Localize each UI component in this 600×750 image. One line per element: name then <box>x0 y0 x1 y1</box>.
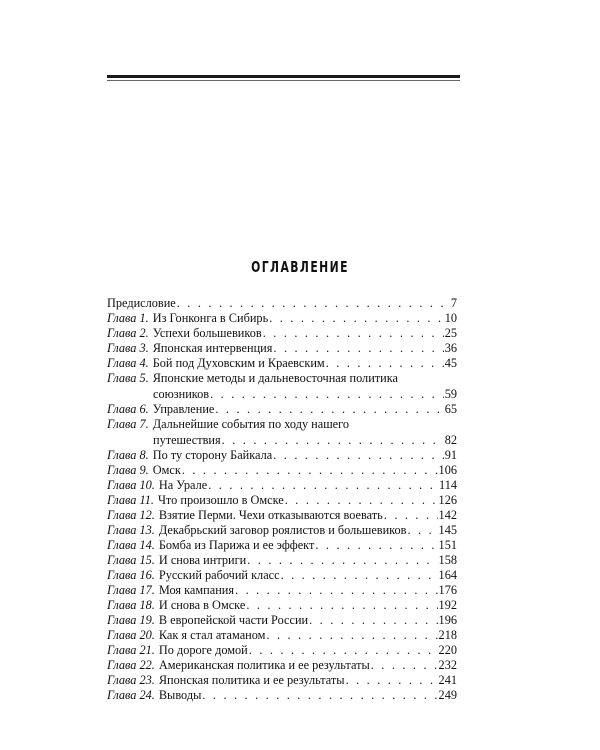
dot-leader <box>309 613 437 628</box>
chapter-title: Декабрьский заговор роялистов и большевиков <box>158 523 407 537</box>
dot-leader <box>285 493 438 508</box>
toc-entry[interactable] <box>107 583 457 598</box>
chapter-number: Глава 5. <box>107 371 149 385</box>
chapter-title: Управление <box>152 402 215 416</box>
page-number: 192 <box>438 598 457 612</box>
page-number: 7 <box>450 296 457 310</box>
toc-entry-line <box>107 553 457 568</box>
toc-entry[interactable] <box>107 613 457 628</box>
page-number: 45 <box>444 356 457 370</box>
chapter-number: Глава 21. <box>107 643 155 657</box>
toc-entry-line <box>107 417 457 433</box>
chapter-title: Японская политика и ее результаты <box>158 673 345 687</box>
toc-entry-line <box>107 568 457 583</box>
toc-entry-line <box>107 402 457 417</box>
dot-leader <box>407 523 437 538</box>
toc-entry[interactable] <box>107 658 457 673</box>
toc-entry-line <box>107 371 457 387</box>
toc-entry-line <box>107 628 457 643</box>
chapter-number: Глава 16. <box>107 568 155 582</box>
dot-leader <box>202 688 437 703</box>
page-number: 176 <box>438 583 457 597</box>
page-number: 196 <box>438 613 457 627</box>
toc-entry[interactable] <box>107 523 457 538</box>
toc-entry-line <box>107 493 457 508</box>
toc-entry-line <box>107 463 457 478</box>
page-number: 142 <box>438 508 457 522</box>
page-number: 249 <box>438 688 457 702</box>
chapter-number: Глава 14. <box>107 538 155 552</box>
toc-entry[interactable] <box>107 417 457 448</box>
page-number: 65 <box>444 402 457 416</box>
dot-leader <box>371 658 438 673</box>
chapter-number: Глава 6. <box>107 402 149 416</box>
dot-leader <box>208 478 438 493</box>
toc-entry[interactable] <box>107 643 457 658</box>
toc-entry[interactable] <box>107 371 457 402</box>
dot-leader <box>326 356 444 371</box>
chapter-title: Японские методы и дальневосточная политика <box>152 371 398 385</box>
toc-entry-line <box>107 673 457 688</box>
chapter-title: Дальнейшие события по ходу нашего <box>152 417 350 431</box>
page-number: 151 <box>438 538 457 552</box>
page-number: 114 <box>439 478 457 492</box>
chapter-title: И снова интриги <box>158 553 247 567</box>
toc-entry-line <box>107 341 457 356</box>
chapter-title: На Урале <box>158 478 208 492</box>
chapter-number: Глава 3. <box>107 341 149 355</box>
chapter-title: Бой под Духовским и Краевским <box>152 356 325 370</box>
toc-entry[interactable] <box>107 341 457 356</box>
chapter-title: По дороге домой <box>158 643 248 657</box>
chapter-title: Бомба из Парижа и ее эффект <box>158 538 315 552</box>
toc-entry[interactable] <box>107 478 457 493</box>
chapter-number: Глава 20. <box>107 628 155 642</box>
dot-leader <box>249 643 438 658</box>
page-number: 106 <box>438 463 457 477</box>
chapter-number: Глава 7. <box>107 417 149 431</box>
dot-leader <box>273 341 443 356</box>
toc-entry-line <box>107 598 457 613</box>
chapter-title: Выводы <box>158 688 202 702</box>
page-number: 25 <box>444 326 457 340</box>
toc-entry-line <box>107 478 457 493</box>
page-number: 232 <box>438 658 457 672</box>
chapter-title: В европейской части России <box>158 613 309 627</box>
toc-entry[interactable] <box>107 356 457 371</box>
header-rule <box>107 75 460 78</box>
chapter-title: Моя кампания <box>158 583 235 597</box>
toc-entry[interactable] <box>107 568 457 583</box>
toc-entry-line <box>107 658 457 673</box>
page-number: 91 <box>444 448 457 462</box>
chapter-title: Американская политика и ее результаты <box>158 658 370 672</box>
toc-entry[interactable] <box>107 326 457 341</box>
toc-entry-line <box>107 688 457 703</box>
chapter-title: Взятие Перми. Чехи отказываются воевать <box>158 508 383 522</box>
dot-leader <box>215 402 443 417</box>
toc-entry-line <box>107 523 457 538</box>
toc-entry[interactable] <box>107 296 457 311</box>
chapter-number: Глава 10. <box>107 478 155 492</box>
dot-leader <box>177 296 450 311</box>
page-number: 218 <box>438 628 457 642</box>
page-number: 59 <box>444 387 457 401</box>
chapter-number: Глава 19. <box>107 613 155 627</box>
toc-entry-line <box>107 387 457 402</box>
chapter-title: Омск <box>152 463 181 477</box>
toc-entry[interactable] <box>107 628 457 643</box>
toc-entry-line <box>107 326 457 341</box>
toc-entry-line <box>107 296 457 311</box>
toc-entry[interactable] <box>107 402 457 417</box>
chapter-title: По ту сторону Байкала <box>152 448 273 462</box>
toc-entry[interactable] <box>107 553 457 568</box>
toc-entry-line <box>107 538 457 553</box>
dot-leader <box>222 433 444 448</box>
chapter-number: Глава 17. <box>107 583 155 597</box>
chapter-number: Глава 9. <box>107 463 149 477</box>
table-of-contents <box>107 296 457 703</box>
chapter-title: Как я стал атаманом <box>158 628 266 642</box>
chapter-title: Японская интервенция <box>152 341 273 355</box>
toc-entry-line <box>107 613 457 628</box>
chapter-number: Глава 1. <box>107 311 149 325</box>
toc-entry[interactable] <box>107 688 457 703</box>
chapter-number: Глава 24. <box>107 688 155 702</box>
toc-entry-line <box>107 356 457 371</box>
toc-entry[interactable] <box>107 311 457 326</box>
dot-leader <box>384 508 438 523</box>
chapter-number: Глава 15. <box>107 553 155 567</box>
chapter-number: Глава 11. <box>107 493 154 507</box>
chapter-number: Глава 23. <box>107 673 155 687</box>
page-number: 10 <box>444 311 457 325</box>
toc-entry[interactable] <box>107 508 457 523</box>
dot-leader <box>273 448 443 463</box>
toc-entry[interactable] <box>107 598 457 613</box>
dot-leader <box>263 326 444 341</box>
chapter-title: путешествия <box>153 433 221 447</box>
toc-entry-line <box>107 448 457 463</box>
chapter-number: Глава 8. <box>107 448 149 462</box>
toc-title: ОГЛАВЛЕНИЕ <box>251 258 349 276</box>
chapter-title: Предисловие <box>107 296 176 310</box>
chapter-title: союзников <box>153 387 210 401</box>
toc-entry-line <box>107 508 457 523</box>
page-number: 241 <box>438 673 457 687</box>
dot-leader <box>269 311 444 326</box>
dot-leader <box>315 538 437 553</box>
chapter-number: Глава 22. <box>107 658 155 672</box>
toc-entry-line <box>107 311 457 326</box>
chapter-title: Что произошло в Омске <box>157 493 284 507</box>
chapter-number: Глава 13. <box>107 523 155 537</box>
dot-leader <box>247 553 437 568</box>
toc-entry[interactable] <box>107 463 457 478</box>
toc-entry-line <box>107 643 457 658</box>
page-number: 36 <box>444 341 457 355</box>
dot-leader <box>246 598 437 613</box>
chapter-title: Успехи большевиков <box>152 326 262 340</box>
dot-leader <box>210 387 444 402</box>
chapter-title: И снова в Омске <box>158 598 246 612</box>
toc-entry[interactable] <box>107 673 457 688</box>
page-number: 126 <box>438 493 457 507</box>
toc-entry[interactable] <box>107 493 457 508</box>
chapter-number: Глава 12. <box>107 508 155 522</box>
dot-leader <box>346 673 438 688</box>
dot-leader <box>281 568 438 583</box>
chapter-title: Русский рабочий класс <box>158 568 280 582</box>
page-number: 164 <box>438 568 457 582</box>
toc-entry[interactable] <box>107 538 457 553</box>
page-number: 158 <box>438 553 457 567</box>
chapter-number: Глава 4. <box>107 356 149 370</box>
dot-leader <box>266 628 437 643</box>
chapter-number: Глава 18. <box>107 598 155 612</box>
dot-leader <box>182 463 438 478</box>
page-number: 82 <box>444 433 457 447</box>
toc-entry-line <box>107 433 457 448</box>
page-number: 220 <box>438 643 457 657</box>
toc-entry[interactable] <box>107 448 457 463</box>
toc-entry-line <box>107 583 457 598</box>
page-number: 145 <box>438 523 457 537</box>
chapter-title: Из Гонконга в Сибирь <box>152 311 269 325</box>
chapter-number: Глава 2. <box>107 326 149 340</box>
dot-leader <box>235 583 438 598</box>
